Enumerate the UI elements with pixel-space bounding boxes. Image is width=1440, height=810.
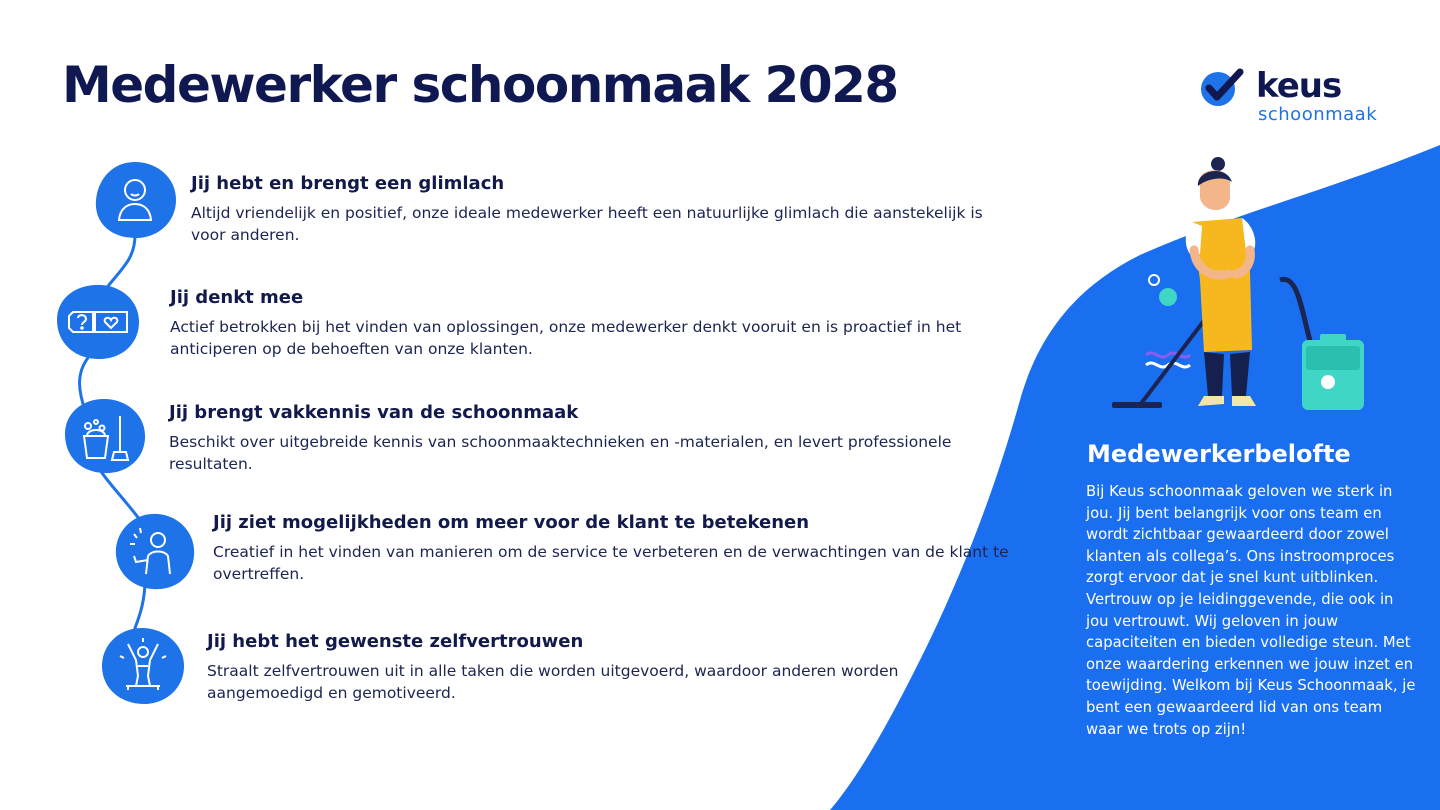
panel-text: Bij Keus schoonmaak geloven we sterk in jou. Jij bent belangrijk voor ons team en wordt zichtbaar gewaardeerd door zowel klanten als collega’s. Ons instroomproces zorgt ervoor dat je snel kunt uitblinken. Vertrouw op je leidinggevende, die ook in jou vertrouwt. Wij geloven in jouw capaciteiten en bieden volledige steun. Met onze waardering erkennen we jouw inzet en toewijding. Welkom bij Keus Schoonmaak, je bent een gewaardeerd lid van ons team waar we trots op zijn! [1086, 483, 1416, 738]
list-item [207, 630, 1007, 704]
smiling-person-icon [92, 160, 178, 240]
item-description: Straalt zelfvertrouwen uit in alle taken die worden uitgevoerd, waardoor anderen worden aangemoedigd en gemotiveerd. [207, 662, 899, 702]
item-description: Creatief in het vinden van manieren om de service te verbeteren en de verwachtingen van de klant te overtreffen. [213, 543, 1009, 583]
question-heart-icon [55, 282, 141, 362]
cleaner-vacuum-illustration [1100, 150, 1390, 430]
item-description: Altijd vriendelijk en positief, onze ideale medewerker heeft een natuurlijke glimlach die aanstekelijk is voor anderen. [191, 204, 983, 244]
keus-logo [1200, 66, 1390, 128]
list-item [169, 401, 969, 475]
cleaning-bucket-icon [62, 396, 148, 476]
item-description: Actief betrokken bij het vinden van oplossingen, onze medewerker denkt vooruit en is proactief in het anticiperen op de behoeften van onze klanten. [170, 318, 962, 358]
item-description: Beschikt over uitgebreide kennis van schoonmaaktechnieken en -materialen, en levert professionele resultaten. [169, 433, 952, 473]
item-title: Jij hebt en brengt een glimlach [191, 173, 505, 194]
confident-person-icon [100, 626, 186, 706]
list-item [191, 172, 991, 246]
page-title: Medewerker schoonmaak 2028 [62, 56, 898, 114]
logo-check-icon [1200, 68, 1244, 108]
item-title: Jij denkt mee [170, 287, 304, 308]
list-item [170, 286, 970, 360]
list-item [213, 511, 1013, 585]
idea-person-icon [112, 512, 198, 592]
item-title: Jij hebt het gewenste zelfvertrouwen [207, 631, 584, 652]
logo-subword: schoonmaak [1258, 104, 1378, 125]
item-title: Jij ziet mogelijkheden om meer voor de klant te betekenen [213, 512, 810, 533]
logo-word: keus [1256, 66, 1342, 106]
panel-title: Medewerkerbelofte [1087, 440, 1351, 468]
item-title: Jij brengt vakkennis van de schoonmaak [169, 402, 579, 423]
